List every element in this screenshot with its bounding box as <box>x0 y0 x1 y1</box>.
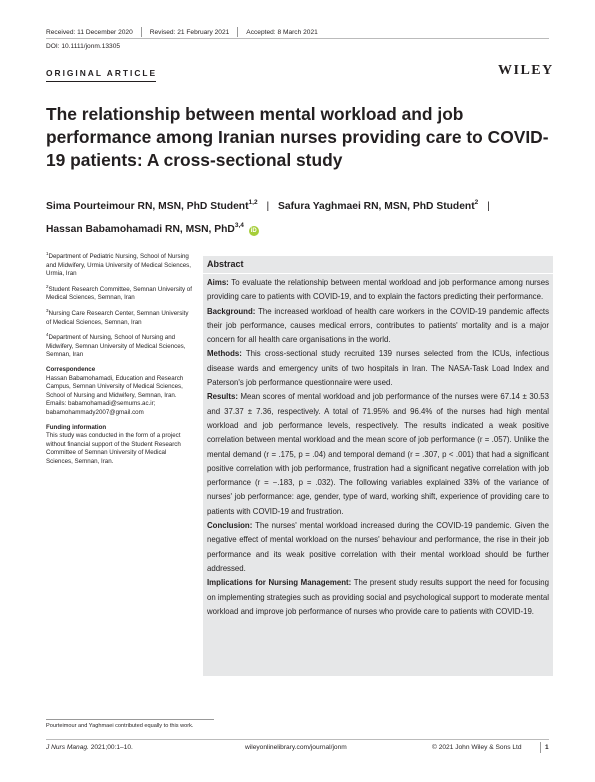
author-separator: | <box>266 201 270 212</box>
doi[interactable]: DOI: 10.1111/jonm.13305 <box>46 43 121 50</box>
abstract-rule <box>203 273 553 274</box>
affiliation-item: $^4$Department of Nursing, School of Nursing and Midwifery, Semnan University of Medical Sciences, Semnan, Iran <box>46 332 186 359</box>
accepted-date: Accepted: 8 March 2021 <box>246 28 318 36</box>
author-3[interactable]: Hassan Babamohamadi RN, MSN, PhD$^{3,4}$ <box>46 222 244 235</box>
correspondence-address: Hassan Babamohamadi, Education and Research Campus, Semnan University of Medical Sciences, School of Nursing and Midwifery, Semnan, Iran. <box>46 374 184 399</box>
abstract-background: Background: The increased workload of health care workers in the COVID-19 pandemic affects their job performance, causes medical errors, contributes to patients' mortality and is a major concern for all health care organisations in the world. <box>207 306 549 345</box>
abstract-conclusion: Conclusion: The nurses' mental workload increased during the COVID-19 pandemic. Given the negative effect of mental workload on the nurses' behaviour and performance, the rise in their job performance and its weak positive correlation with their mental workload should be further addressed. <box>207 521 549 573</box>
funding-heading: Funding information <box>46 423 107 431</box>
revised-date: Revised: 21 February 2021 <box>149 28 230 36</box>
header-rule <box>46 38 549 39</box>
article-type: ORIGINAL ARTICLE <box>46 68 158 78</box>
page-divider <box>540 742 541 753</box>
journal-citation: J Nurs Manag. 2021;00:1–10. <box>46 744 133 751</box>
funding-text: This study was conducted in the form of a project without financial support of the Student Research Committee of Semnan University of Medical Sciences, Semnan, Iran. <box>46 432 181 465</box>
sidebar-info <box>46 250 194 470</box>
abstract-aims: Aims: To evaluate the relationship between mental workload and job performance among nurses providing care to patients with COVID-19, and to explain the factors predicting their performance. <box>207 278 549 302</box>
footnote: Pourteimour and Yaghmaei contributed equally to this work. <box>46 723 194 729</box>
abstract-body <box>207 276 549 619</box>
article-title: The relationship between mental workload and job performance among Iranian nurses providing care to COVID-19 patients: A cross-sectional study <box>46 104 549 170</box>
affiliation-item: $^1$Department of Pediatric Nursing, School of Nursing and Midwifery, Urmia University of Medical Sciences, Urmia, Iran <box>46 251 191 278</box>
copyright: © 2021 John Wiley & Sons Ltd <box>432 744 522 751</box>
correspondence-emails[interactable]: Emails: babamohamadi@semums.ac.ir; babamohammady2007@gmail.com <box>46 400 156 416</box>
correspondence-heading: Correspondence <box>46 365 96 373</box>
abstract-implications: Implications for Nursing Management: The present study results support the need for focusing on implementing strategies such as providing social and psychological support to moderate mental workload and improve job performance of nurses who provide care to patients with COVID-19. <box>207 578 550 616</box>
page-number: 1 <box>545 744 549 751</box>
author-1[interactable]: Sima Pourteimour RN, MSN, PhD Student$^{1,2}$ <box>46 199 258 212</box>
abstract-heading: Abstract <box>207 259 244 269</box>
journal-url[interactable]: wileyonlinelibrary.com/journal/jonm <box>245 744 347 751</box>
date-divider <box>141 27 142 37</box>
affiliation-item: $^2$Student Research Committee, Semnan University of Medical Sciences, Semnan, Iran <box>46 283 192 302</box>
orcid-icon[interactable]: iD <box>250 228 257 234</box>
author-list <box>46 193 556 239</box>
abstract-results: Results: Mean scores of mental workload and job performance of the nurses were 67.14 ± 30.53 and 37.37 ± 7.36, respectively. A total of 71.95% and 96.4% of the nurses had high mental workload and job performance levels, respectively. The results indicated a weak positive correlation between mental workload and the mean score of job performance (r = .057). Unlike the mental demand (r = .175, p = .04) and temporal demand (r = .307, p < .001) that had a significant positive correlation with job performance, frustration had a significant negative correlation with job performance (r = −.183, p = .032). The following variables explained 33% of the variance of nurses' job performance: age, gender, type of ward, working shift, experience of providing care to patients with COVID-19 and frustration. <box>207 392 549 516</box>
received-date: Received: 11 December 2020 <box>46 28 133 36</box>
publisher-logo: WILEY <box>498 63 554 78</box>
date-divider <box>237 27 238 37</box>
abstract-box <box>203 256 553 676</box>
abstract-methods: Methods: This cross-sectional study recruited 139 nurses selected from the ICUs, infectious disease wards and emergency units of two hospitals in Iran. The NASA-Task Load Index and Paterson's job performance questionnaire were used. <box>207 349 549 388</box>
footnote-rule <box>46 719 214 720</box>
affiliation-item: $^3$Nursing Care Research Center, Semnan University of Medical Sciences, Semnan, Iran <box>46 307 189 326</box>
author-2[interactable]: Safura Yaghmaei RN, MSN, PhD Student$^2$ <box>278 199 479 212</box>
footer-rule <box>46 739 549 740</box>
history-dates <box>46 27 318 37</box>
author-separator: | <box>487 201 490 212</box>
article-type-underline <box>46 81 156 82</box>
